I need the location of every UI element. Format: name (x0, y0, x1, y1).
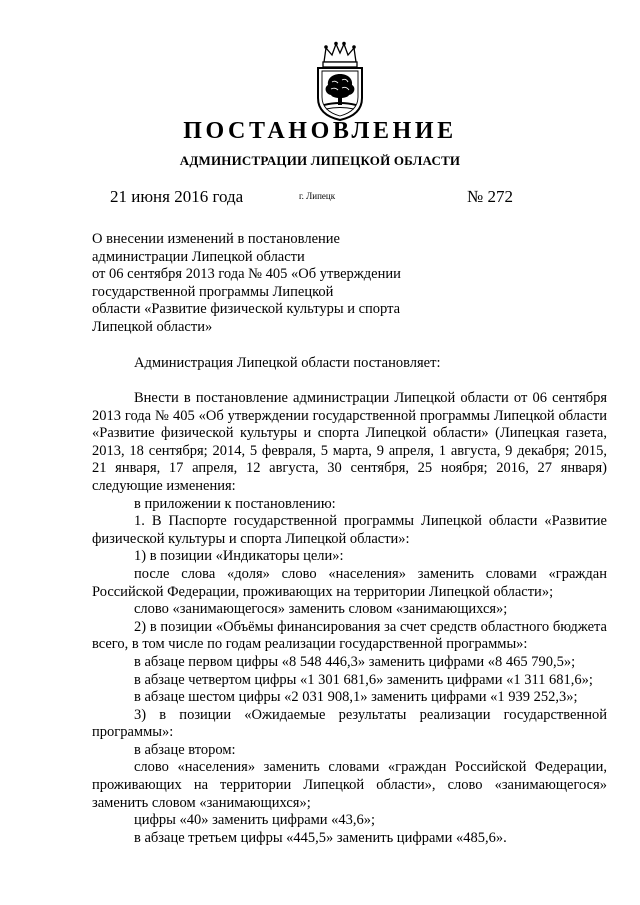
document-city: г. Липецк (299, 191, 336, 201)
body-paragraph: слово «населения» заменить словами «граждан Российской Федерации, проживающих на территории Липецкой области», слово «занимающегося» заменить словом «занимающихся»; (92, 759, 607, 811)
coat-of-arms-emblem (302, 40, 378, 122)
document-subtitle: АДМИНИСТРАЦИИ ЛИПЕЦКОЙ ОБЛАСТИ (179, 153, 461, 168)
body-paragraph: 3) в позиции «Ожидаемые результаты реализации государственной программы»: (92, 706, 607, 741)
subject-line: от 06 сентября 2013 года № 405 «Об утверждении (92, 266, 401, 283)
document-subject (92, 231, 452, 337)
resolution-intro: Администрация Липецкой области постановляет: (134, 355, 441, 371)
body-paragraph: после слова «доля» слово «населения» заменить словами «граждан Российской Федерации, проживающих на территории Липецкой области»; (92, 565, 607, 600)
body-paragraph: в абзаце шестом цифры «2 031 908,1» заменить цифрами «1 939 252,3»; (134, 689, 578, 706)
body-paragraph: слово «занимающегося» заменить словом «занимающихся»; (134, 601, 508, 618)
body-paragraph: 2) в позиции «Объёмы финансирования за счет средств областного бюджета всего, в том числе по годам реализации государственной программы»: (92, 618, 607, 653)
body-paragraph: в абзаце втором: (134, 741, 236, 758)
body-paragraph: в абзаце третьем цифры «445,5» заменить цифрами «485,6». (134, 829, 507, 846)
body-paragraph: 1) в позиции «Индикаторы цели»: (134, 548, 344, 565)
subject-line: администрации Липецкой области (92, 248, 305, 265)
document-date: 21 июня 2016 года (110, 187, 244, 206)
body-paragraph: цифры «40» заменить цифрами «43,6»; (134, 812, 376, 829)
document-number: № 272 (467, 187, 513, 206)
body-paragraph: 1. В Паспорте государственной программы Липецкой области «Развитие физической культуры и спорта Липецкой области»: (92, 513, 607, 547)
body-paragraph: в приложении к постановлению: (134, 495, 336, 512)
body-paragraph: в абзаце четвертом цифры «1 301 681,6» заменить цифрами «1 311 681,6»; (134, 671, 593, 688)
subject-line: Липецкой области» (92, 318, 213, 335)
body-paragraph: в абзаце первом цифры «8 548 446,3» заменить цифрами «8 465 790,5»; (134, 653, 576, 670)
body-paragraph: Внести в постановление администрации Липецкой области от 06 сентября 2013 года № 405 «Об утверждении государственной программы Липецкой области «Развитие физической культуры и спорта Липецкой области» (Липецкая газета, 2013, 18 сентября; 2014, 5 февраля, 5 марта, 9 апреля, 1 августа, 9 декабря; 2015, 21 января, 17 апреля, 12 августа, 30 сентября, 25 ноября; 2016, 27 января) следующие изменения: (92, 390, 607, 494)
document-body (92, 390, 607, 847)
subject-line: государственной программы Липецкой (92, 283, 334, 300)
subject-line: области «Развитие физической культуры и спорта (92, 301, 401, 318)
subject-line: О внесении изменений в постановление (92, 231, 340, 247)
document-title: ПОСТАНОВЛЕНИЕ (183, 118, 457, 144)
